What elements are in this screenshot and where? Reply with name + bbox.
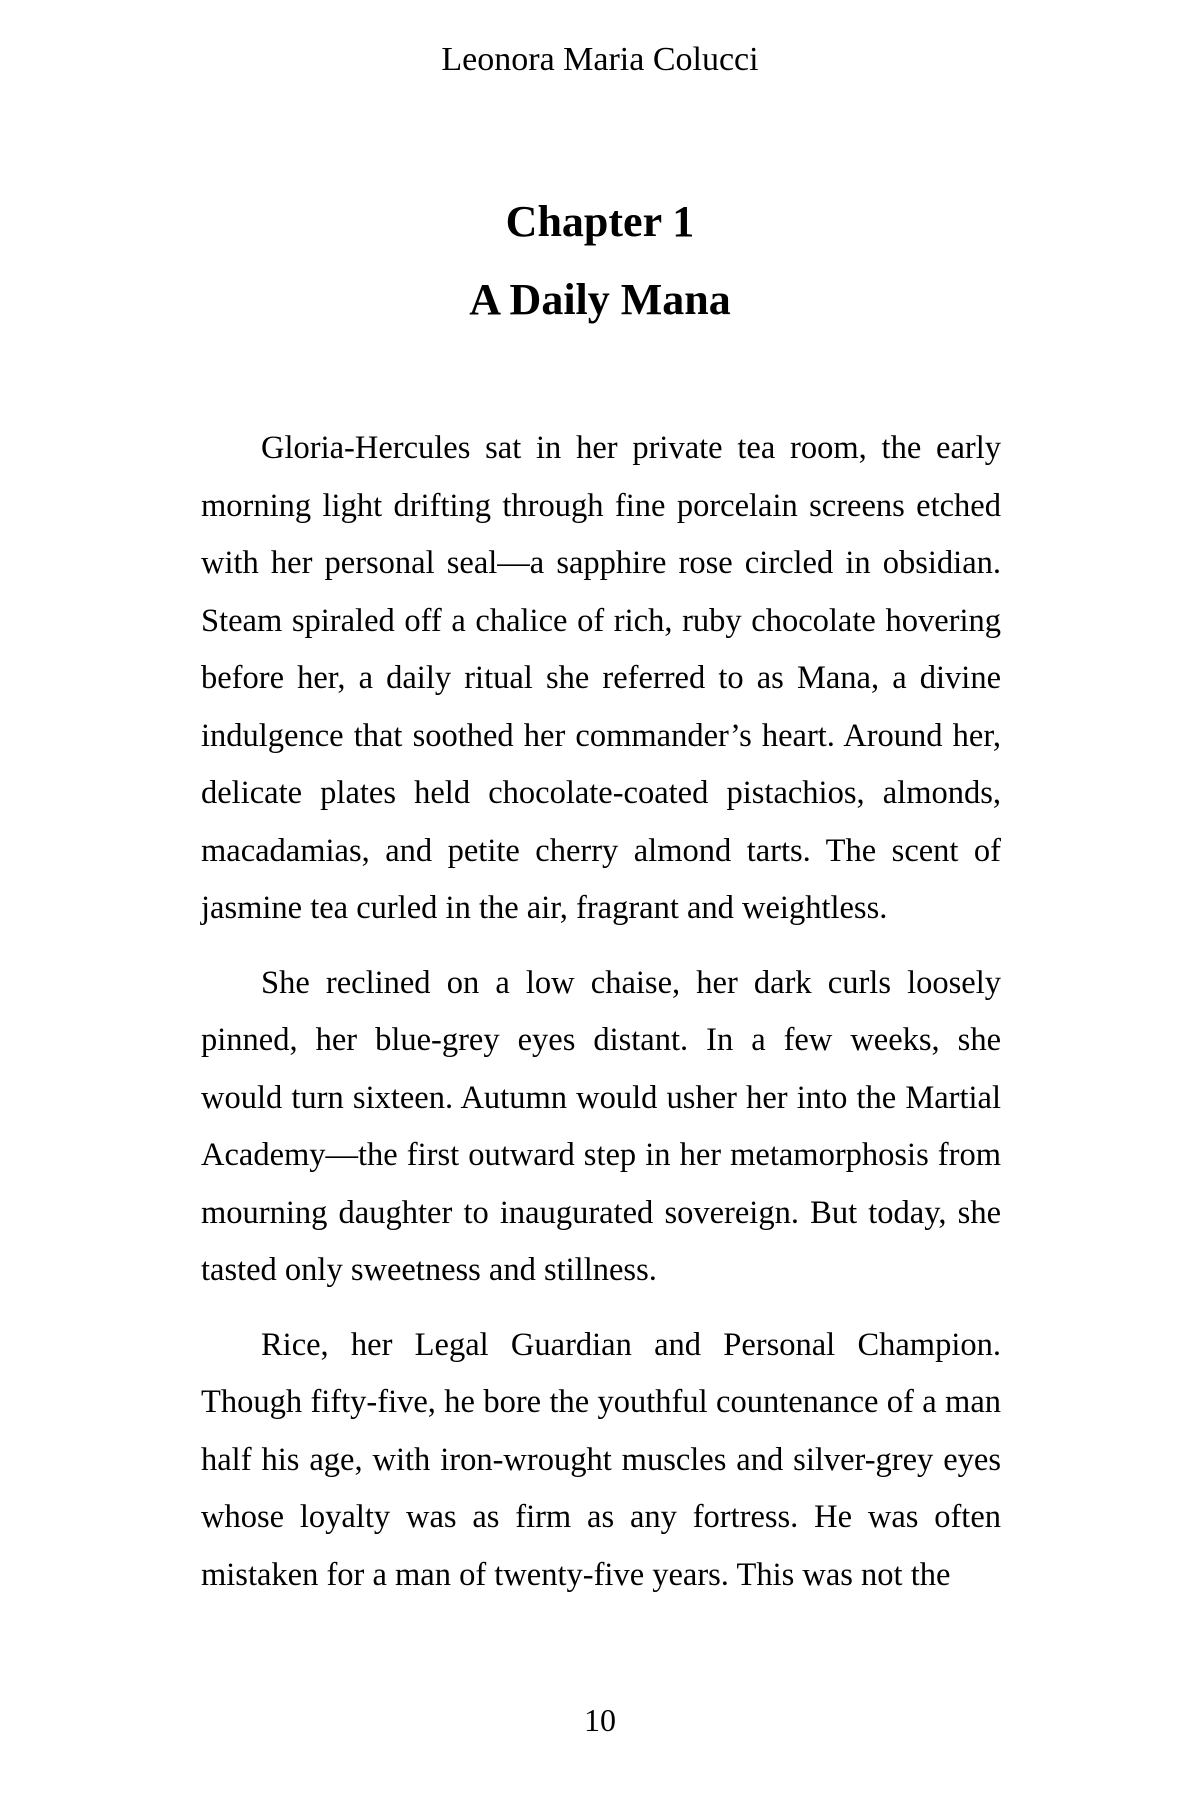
paragraph: Gloria-Hercules sat in her private tea room, the early morning light drifting through fine porcelain screens etched with her personal seal—a sapphire rose circled in obsidian. Steam spiraled off a chalice of rich, ruby chocolate hovering before her, a daily ritual she referred to as Mana, a divine indulgence that soothed her commander’s heart. Around her, delicate plates held chocolate-coated pistachios, almonds, macadamias, and petite cherry almond tarts. The scent of jasmine tea curled in the air, fragrant and weightless. (201, 430, 1001, 926)
chapter-title: A Daily Mana (469, 275, 731, 324)
body-text (201, 420, 1001, 1621)
running-header-author: Leonora Maria Colucci (441, 41, 759, 78)
chapter-number: Chapter 1 (505, 197, 695, 246)
paragraph: She reclined on a low chaise, her dark curls loosely pinned, her blue-grey eyes distant. In a few weeks, she would turn sixteen. Autumn would usher her into the Martial Academy—the first outward step in her metamorphosis from mourning daughter to inaugurated sovereign. But today, she tasted only sweetness and stillness. (201, 964, 1001, 1288)
page-number: 10 (584, 1702, 616, 1738)
paragraph: Rice, her Legal Guardian and Personal Champion. Though fifty-five, he bore the youthful countenance of a man half his age, with iron-wrought muscles and silver-grey eyes whose loyalty was as firm as any fortress. He was often mistaken for a man of twenty-five years. This was not the (201, 1326, 1001, 1593)
chapter-heading (0, 196, 1200, 326)
